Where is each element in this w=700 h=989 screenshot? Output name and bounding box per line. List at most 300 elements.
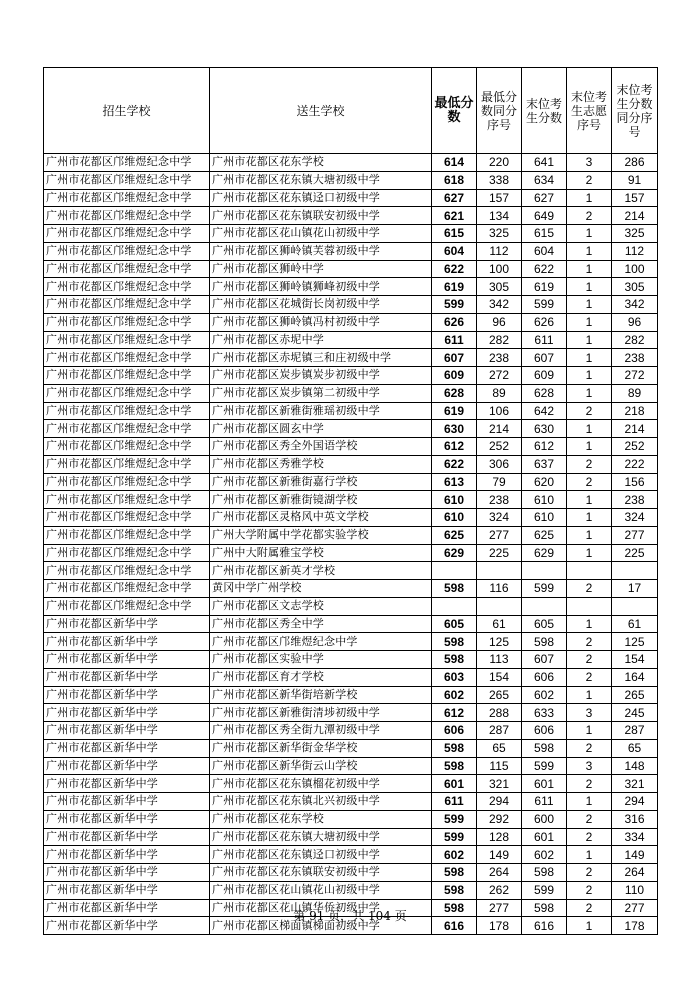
last-score-cell: 629 bbox=[522, 544, 567, 562]
send-school-cell: 广州市花都区新雅街雅瑶初级中学 bbox=[210, 402, 432, 420]
table-row bbox=[44, 154, 658, 172]
recruit-school-cell: 广州市花都区邝维煜纪念中学 bbox=[44, 331, 210, 349]
last-score-cell: 604 bbox=[522, 242, 567, 260]
min-rank-cell: 89 bbox=[477, 384, 522, 402]
min-rank-cell: 106 bbox=[477, 402, 522, 420]
last-choice-cell: 1 bbox=[567, 296, 612, 314]
table-row bbox=[44, 509, 658, 527]
last-rank-cell: 112 bbox=[612, 242, 658, 260]
table-row bbox=[44, 810, 658, 828]
send-school-cell: 广州市花都区新英才学校 bbox=[210, 562, 432, 580]
table-row bbox=[44, 775, 658, 793]
send-school-cell: 广州市花都区花东镇北兴初级中学 bbox=[210, 793, 432, 811]
last-score-cell: 610 bbox=[522, 509, 567, 527]
last-score-cell bbox=[522, 562, 567, 580]
min-rank-cell: 113 bbox=[477, 651, 522, 669]
table-row bbox=[44, 491, 658, 509]
header-min-score: 最低分数 bbox=[432, 68, 477, 154]
send-school-cell: 广州市花都区花东镇大塘初级中学 bbox=[210, 828, 432, 846]
header-min-rank: 最低分数同分序号 bbox=[477, 68, 522, 154]
min-rank-cell: 265 bbox=[477, 686, 522, 704]
last-score-cell: 637 bbox=[522, 455, 567, 473]
table-row bbox=[44, 367, 658, 385]
last-rank-cell: 17 bbox=[612, 580, 658, 598]
min-score-cell: 598 bbox=[432, 899, 477, 917]
last-rank-cell: 164 bbox=[612, 668, 658, 686]
last-score-cell: 625 bbox=[522, 526, 567, 544]
last-score-cell: 615 bbox=[522, 225, 567, 243]
recruit-school-cell: 广州市花都区邝维煜纪念中学 bbox=[44, 278, 210, 296]
last-score-cell: 601 bbox=[522, 828, 567, 846]
min-rank-cell bbox=[477, 562, 522, 580]
last-score-cell: 607 bbox=[522, 349, 567, 367]
min-rank-cell: 321 bbox=[477, 775, 522, 793]
table-row bbox=[44, 207, 658, 225]
min-rank-cell: 277 bbox=[477, 526, 522, 544]
table-row bbox=[44, 544, 658, 562]
recruit-school-cell: 广州市花都区新华中学 bbox=[44, 651, 210, 669]
table-row bbox=[44, 296, 658, 314]
min-score-cell: 598 bbox=[432, 864, 477, 882]
recruit-school-cell: 广州市花都区新华中学 bbox=[44, 793, 210, 811]
table-row bbox=[44, 686, 658, 704]
table-row bbox=[44, 828, 658, 846]
table-row bbox=[44, 526, 658, 544]
recruit-school-cell: 广州市花都区邝维煜纪念中学 bbox=[44, 171, 210, 189]
table-row bbox=[44, 260, 658, 278]
min-score-cell: 598 bbox=[432, 580, 477, 598]
table-row bbox=[44, 349, 658, 367]
recruit-school-cell: 广州市花都区邝维煜纪念中学 bbox=[44, 473, 210, 491]
table-row bbox=[44, 668, 658, 686]
min-rank-cell: 305 bbox=[477, 278, 522, 296]
table-row bbox=[44, 597, 658, 615]
min-score-cell: 601 bbox=[432, 775, 477, 793]
send-school-cell: 广州市花都区灵格风中英文学校 bbox=[210, 509, 432, 527]
min-rank-cell: 149 bbox=[477, 846, 522, 864]
min-rank-cell: 112 bbox=[477, 242, 522, 260]
table-row bbox=[44, 562, 658, 580]
send-school-cell: 广州市花都区狮岭镇芙蓉初级中学 bbox=[210, 242, 432, 260]
recruit-school-cell: 广州市花都区新华中学 bbox=[44, 828, 210, 846]
last-choice-cell: 1 bbox=[567, 917, 612, 935]
table-row bbox=[44, 225, 658, 243]
last-score-cell: 602 bbox=[522, 846, 567, 864]
last-score-cell: 609 bbox=[522, 367, 567, 385]
recruit-school-cell: 广州市花都区新华中学 bbox=[44, 757, 210, 775]
send-school-cell: 广州市花都区花东镇联安初级中学 bbox=[210, 864, 432, 882]
min-rank-cell: 338 bbox=[477, 171, 522, 189]
send-school-cell: 广州市花都区新华街云山学校 bbox=[210, 757, 432, 775]
send-school-cell: 广州市花都区狮岭镇狮峰初级中学 bbox=[210, 278, 432, 296]
last-score-cell: 620 bbox=[522, 473, 567, 491]
min-rank-cell: 272 bbox=[477, 367, 522, 385]
min-rank-cell: 277 bbox=[477, 899, 522, 917]
table-row bbox=[44, 633, 658, 651]
min-score-cell: 626 bbox=[432, 313, 477, 331]
recruit-school-cell: 广州市花都区邝维煜纪念中学 bbox=[44, 438, 210, 456]
last-choice-cell: 1 bbox=[567, 491, 612, 509]
min-rank-cell: 262 bbox=[477, 881, 522, 899]
min-score-cell: 625 bbox=[432, 526, 477, 544]
min-rank-cell: 178 bbox=[477, 917, 522, 935]
last-rank-cell: 316 bbox=[612, 810, 658, 828]
last-score-cell: 633 bbox=[522, 704, 567, 722]
last-choice-cell: 2 bbox=[567, 402, 612, 420]
send-school-cell: 广州市花都区花城街长岗初级中学 bbox=[210, 296, 432, 314]
send-school-cell: 广州市花都区圆玄中学 bbox=[210, 420, 432, 438]
header-last-choice: 末位考生志愿序号 bbox=[567, 68, 612, 154]
last-choice-cell bbox=[567, 562, 612, 580]
recruit-school-cell: 广州市花都区邝维煜纪念中学 bbox=[44, 367, 210, 385]
header-recruit-school: 招生学校 bbox=[44, 68, 210, 154]
table-row bbox=[44, 455, 658, 473]
last-choice-cell: 2 bbox=[567, 455, 612, 473]
last-rank-cell: 305 bbox=[612, 278, 658, 296]
send-school-cell: 广州市花都区实验中学 bbox=[210, 651, 432, 669]
table-row bbox=[44, 651, 658, 669]
recruit-school-cell: 广州市花都区邝维煜纪念中学 bbox=[44, 349, 210, 367]
last-choice-cell: 1 bbox=[567, 686, 612, 704]
recruit-school-cell: 广州市花都区新华中学 bbox=[44, 846, 210, 864]
min-rank-cell: 225 bbox=[477, 544, 522, 562]
recruit-school-cell: 广州市花都区新华中学 bbox=[44, 633, 210, 651]
recruit-school-cell: 广州市花都区邝维煜纪念中学 bbox=[44, 580, 210, 598]
send-school-cell: 广州市花都区秀全街九潭初级中学 bbox=[210, 722, 432, 740]
last-rank-cell: 277 bbox=[612, 526, 658, 544]
last-score-cell: 622 bbox=[522, 260, 567, 278]
send-school-cell: 广州中大附属雅宝学校 bbox=[210, 544, 432, 562]
min-score-cell: 605 bbox=[432, 615, 477, 633]
min-rank-cell: 287 bbox=[477, 722, 522, 740]
table-row bbox=[44, 420, 658, 438]
recruit-school-cell: 广州市花都区邝维煜纪念中学 bbox=[44, 509, 210, 527]
last-choice-cell: 2 bbox=[567, 881, 612, 899]
header-last-rank: 末位考生分数同分序号 bbox=[612, 68, 658, 154]
last-choice-cell: 1 bbox=[567, 349, 612, 367]
min-score-cell: 598 bbox=[432, 881, 477, 899]
last-score-cell: 598 bbox=[522, 633, 567, 651]
table-row bbox=[44, 846, 658, 864]
last-score-cell: 626 bbox=[522, 313, 567, 331]
last-choice-cell: 1 bbox=[567, 793, 612, 811]
send-school-cell: 广州市花都区邝维煜纪念中学 bbox=[210, 633, 432, 651]
recruit-school-cell: 广州市花都区邝维煜纪念中学 bbox=[44, 384, 210, 402]
min-score-cell: 610 bbox=[432, 509, 477, 527]
min-rank-cell: 100 bbox=[477, 260, 522, 278]
min-score-cell: 616 bbox=[432, 917, 477, 935]
last-choice-cell: 2 bbox=[567, 580, 612, 598]
min-rank-cell: 154 bbox=[477, 668, 522, 686]
min-score-cell: 599 bbox=[432, 828, 477, 846]
min-score-cell: 629 bbox=[432, 544, 477, 562]
last-choice-cell: 1 bbox=[567, 313, 612, 331]
min-score-cell: 602 bbox=[432, 686, 477, 704]
last-choice-cell: 1 bbox=[567, 225, 612, 243]
table-row bbox=[44, 402, 658, 420]
last-score-cell: 641 bbox=[522, 154, 567, 172]
last-rank-cell: 125 bbox=[612, 633, 658, 651]
min-score-cell: 607 bbox=[432, 349, 477, 367]
send-school-cell: 广州市花都区花东镇迳口初级中学 bbox=[210, 846, 432, 864]
admission-table bbox=[43, 67, 658, 935]
last-rank-cell: 265 bbox=[612, 686, 658, 704]
table-row bbox=[44, 580, 658, 598]
last-rank-cell: 272 bbox=[612, 367, 658, 385]
table-row bbox=[44, 189, 658, 207]
last-rank-cell bbox=[612, 562, 658, 580]
last-choice-cell: 1 bbox=[567, 331, 612, 349]
table-row bbox=[44, 438, 658, 456]
min-score-cell: 610 bbox=[432, 491, 477, 509]
min-score-cell: 606 bbox=[432, 722, 477, 740]
last-score-cell: 598 bbox=[522, 899, 567, 917]
min-score-cell: 619 bbox=[432, 402, 477, 420]
last-rank-cell: 324 bbox=[612, 509, 658, 527]
send-school-cell: 广州市花都区狮岭中学 bbox=[210, 260, 432, 278]
send-school-cell: 广州市花都区花东镇榴花初级中学 bbox=[210, 775, 432, 793]
send-school-cell: 广州市花都区花山镇华侨初级中学 bbox=[210, 899, 432, 917]
min-rank-cell: 116 bbox=[477, 580, 522, 598]
last-score-cell: 649 bbox=[522, 207, 567, 225]
last-rank-cell: 154 bbox=[612, 651, 658, 669]
min-score-cell: 599 bbox=[432, 296, 477, 314]
last-rank-cell: 238 bbox=[612, 491, 658, 509]
header-row bbox=[44, 68, 658, 154]
last-rank-cell: 148 bbox=[612, 757, 658, 775]
recruit-school-cell: 广州市花都区邝维煜纪念中学 bbox=[44, 491, 210, 509]
last-score-cell: 611 bbox=[522, 331, 567, 349]
min-rank-cell: 65 bbox=[477, 739, 522, 757]
table-row bbox=[44, 793, 658, 811]
min-rank-cell: 125 bbox=[477, 633, 522, 651]
last-score-cell: 607 bbox=[522, 651, 567, 669]
last-choice-cell: 2 bbox=[567, 810, 612, 828]
last-choice-cell: 1 bbox=[567, 438, 612, 456]
last-rank-cell: 252 bbox=[612, 438, 658, 456]
min-score-cell bbox=[432, 562, 477, 580]
recruit-school-cell: 广州市花都区邝维煜纪念中学 bbox=[44, 562, 210, 580]
min-score-cell: 603 bbox=[432, 668, 477, 686]
send-school-cell: 黄冈中学广州学校 bbox=[210, 580, 432, 598]
table-body bbox=[44, 154, 658, 935]
table-row bbox=[44, 704, 658, 722]
last-rank-cell: 334 bbox=[612, 828, 658, 846]
last-score-cell: 630 bbox=[522, 420, 567, 438]
last-rank-cell: 214 bbox=[612, 420, 658, 438]
last-choice-cell: 2 bbox=[567, 828, 612, 846]
recruit-school-cell: 广州市花都区新华中学 bbox=[44, 739, 210, 757]
min-rank-cell: 252 bbox=[477, 438, 522, 456]
send-school-cell: 广州市花都区秀全中学 bbox=[210, 615, 432, 633]
last-score-cell: 599 bbox=[522, 757, 567, 775]
header-send-school: 送生学校 bbox=[210, 68, 432, 154]
send-school-cell: 广州市花都区炭步镇炭步初级中学 bbox=[210, 367, 432, 385]
last-score-cell: 606 bbox=[522, 722, 567, 740]
table-row bbox=[44, 864, 658, 882]
last-choice-cell: 1 bbox=[567, 722, 612, 740]
min-rank-cell: 220 bbox=[477, 154, 522, 172]
last-choice-cell: 1 bbox=[567, 544, 612, 562]
last-rank-cell: 110 bbox=[612, 881, 658, 899]
min-rank-cell: 325 bbox=[477, 225, 522, 243]
table-row bbox=[44, 739, 658, 757]
last-score-cell: 598 bbox=[522, 739, 567, 757]
table-row bbox=[44, 722, 658, 740]
send-school-cell: 广州市花都区赤坭中学 bbox=[210, 331, 432, 349]
min-rank-cell: 79 bbox=[477, 473, 522, 491]
last-choice-cell: 3 bbox=[567, 704, 612, 722]
send-school-cell: 广州市花都区新雅街嘉行学校 bbox=[210, 473, 432, 491]
send-school-cell: 广州市花都区文志学校 bbox=[210, 597, 432, 615]
table-row bbox=[44, 278, 658, 296]
recruit-school-cell: 广州市花都区邝维煜纪念中学 bbox=[44, 420, 210, 438]
last-score-cell: 612 bbox=[522, 438, 567, 456]
last-rank-cell: 214 bbox=[612, 207, 658, 225]
last-score-cell: 599 bbox=[522, 296, 567, 314]
min-score-cell: 604 bbox=[432, 242, 477, 260]
last-rank-cell: 178 bbox=[612, 917, 658, 935]
last-choice-cell: 1 bbox=[567, 260, 612, 278]
last-rank-cell: 264 bbox=[612, 864, 658, 882]
min-score-cell: 598 bbox=[432, 651, 477, 669]
last-rank-cell: 218 bbox=[612, 402, 658, 420]
last-choice-cell: 1 bbox=[567, 242, 612, 260]
send-school-cell: 广州市花都区秀全外国语学校 bbox=[210, 438, 432, 456]
min-score-cell: 622 bbox=[432, 260, 477, 278]
table-row bbox=[44, 384, 658, 402]
min-rank-cell: 342 bbox=[477, 296, 522, 314]
last-score-cell: 599 bbox=[522, 580, 567, 598]
min-rank-cell bbox=[477, 597, 522, 615]
min-score-cell: 611 bbox=[432, 793, 477, 811]
send-school-cell: 广州市花都区新华街金华学校 bbox=[210, 739, 432, 757]
send-school-cell: 广州市花都区花东镇联安初级中学 bbox=[210, 207, 432, 225]
last-choice-cell: 1 bbox=[567, 509, 612, 527]
last-score-cell: 610 bbox=[522, 491, 567, 509]
recruit-school-cell: 广州市花都区邝维煜纪念中学 bbox=[44, 225, 210, 243]
last-score-cell bbox=[522, 597, 567, 615]
table-row bbox=[44, 473, 658, 491]
table-row bbox=[44, 313, 658, 331]
recruit-school-cell: 广州市花都区新华中学 bbox=[44, 686, 210, 704]
table-row bbox=[44, 881, 658, 899]
min-score-cell bbox=[432, 597, 477, 615]
last-choice-cell: 2 bbox=[567, 899, 612, 917]
min-rank-cell: 306 bbox=[477, 455, 522, 473]
recruit-school-cell: 广州市花都区新华中学 bbox=[44, 810, 210, 828]
send-school-cell: 广州市花都区秀雅学校 bbox=[210, 455, 432, 473]
last-choice-cell: 2 bbox=[567, 739, 612, 757]
last-choice-cell: 2 bbox=[567, 775, 612, 793]
last-choice-cell: 3 bbox=[567, 154, 612, 172]
last-score-cell: 627 bbox=[522, 189, 567, 207]
recruit-school-cell: 广州市花都区邝维煜纪念中学 bbox=[44, 313, 210, 331]
last-choice-cell: 2 bbox=[567, 473, 612, 491]
send-school-cell: 广州市花都区狮岭镇冯村初级中学 bbox=[210, 313, 432, 331]
min-rank-cell: 288 bbox=[477, 704, 522, 722]
last-score-cell: 599 bbox=[522, 881, 567, 899]
min-rank-cell: 61 bbox=[477, 615, 522, 633]
send-school-cell: 广州市花都区梯面镇梯面初级中学 bbox=[210, 917, 432, 935]
last-choice-cell: 1 bbox=[567, 278, 612, 296]
table-row bbox=[44, 171, 658, 189]
last-rank-cell: 325 bbox=[612, 225, 658, 243]
last-rank-cell bbox=[612, 597, 658, 615]
send-school-cell: 广州市花都区新雅街清埗初级中学 bbox=[210, 704, 432, 722]
last-rank-cell: 277 bbox=[612, 899, 658, 917]
last-rank-cell: 286 bbox=[612, 154, 658, 172]
send-school-cell: 广州市花都区育才学校 bbox=[210, 668, 432, 686]
min-score-cell: 612 bbox=[432, 704, 477, 722]
last-choice-cell: 1 bbox=[567, 367, 612, 385]
recruit-school-cell: 广州市花都区邝维煜纪念中学 bbox=[44, 207, 210, 225]
last-choice-cell: 2 bbox=[567, 864, 612, 882]
min-rank-cell: 264 bbox=[477, 864, 522, 882]
recruit-school-cell: 广州市花都区邝维煜纪念中学 bbox=[44, 154, 210, 172]
last-rank-cell: 156 bbox=[612, 473, 658, 491]
recruit-school-cell: 广州市花都区新华中学 bbox=[44, 668, 210, 686]
recruit-school-cell: 广州市花都区邝维煜纪念中学 bbox=[44, 260, 210, 278]
table-row bbox=[44, 757, 658, 775]
min-score-cell: 599 bbox=[432, 810, 477, 828]
min-score-cell: 614 bbox=[432, 154, 477, 172]
min-rank-cell: 96 bbox=[477, 313, 522, 331]
last-score-cell: 616 bbox=[522, 917, 567, 935]
min-rank-cell: 294 bbox=[477, 793, 522, 811]
recruit-school-cell: 广州市花都区邝维煜纪念中学 bbox=[44, 402, 210, 420]
page-footer: 第 91 页，共 104 页 bbox=[293, 909, 407, 923]
min-rank-cell: 128 bbox=[477, 828, 522, 846]
last-rank-cell: 100 bbox=[612, 260, 658, 278]
last-score-cell: 619 bbox=[522, 278, 567, 296]
last-choice-cell: 1 bbox=[567, 189, 612, 207]
last-score-cell: 601 bbox=[522, 775, 567, 793]
min-score-cell: 612 bbox=[432, 438, 477, 456]
recruit-school-cell: 广州市花都区新华中学 bbox=[44, 917, 210, 935]
min-rank-cell: 282 bbox=[477, 331, 522, 349]
send-school-cell: 广州市花都区花东镇大塘初级中学 bbox=[210, 171, 432, 189]
min-rank-cell: 324 bbox=[477, 509, 522, 527]
send-school-cell: 广州市花都区花东学校 bbox=[210, 810, 432, 828]
last-choice-cell: 1 bbox=[567, 384, 612, 402]
last-score-cell: 642 bbox=[522, 402, 567, 420]
min-rank-cell: 214 bbox=[477, 420, 522, 438]
table-row bbox=[44, 331, 658, 349]
recruit-school-cell: 广州市花都区邝维煜纪念中学 bbox=[44, 242, 210, 260]
min-rank-cell: 134 bbox=[477, 207, 522, 225]
send-school-cell: 广州市花都区花东学校 bbox=[210, 154, 432, 172]
min-score-cell: 618 bbox=[432, 171, 477, 189]
last-score-cell: 598 bbox=[522, 864, 567, 882]
last-choice-cell: 3 bbox=[567, 757, 612, 775]
last-rank-cell: 245 bbox=[612, 704, 658, 722]
last-score-cell: 600 bbox=[522, 810, 567, 828]
recruit-school-cell: 广州市花都区新华中学 bbox=[44, 899, 210, 917]
last-choice-cell: 1 bbox=[567, 615, 612, 633]
header-last-score: 末位考生分数 bbox=[522, 68, 567, 154]
last-score-cell: 602 bbox=[522, 686, 567, 704]
send-school-cell: 广州市花都区新雅街镜湖学校 bbox=[210, 491, 432, 509]
recruit-school-cell: 广州市花都区新华中学 bbox=[44, 722, 210, 740]
last-score-cell: 634 bbox=[522, 171, 567, 189]
last-rank-cell: 61 bbox=[612, 615, 658, 633]
min-rank-cell: 238 bbox=[477, 491, 522, 509]
send-school-cell: 广州市花都区炭步镇第二初级中学 bbox=[210, 384, 432, 402]
last-rank-cell: 287 bbox=[612, 722, 658, 740]
min-score-cell: 598 bbox=[432, 757, 477, 775]
last-rank-cell: 65 bbox=[612, 739, 658, 757]
